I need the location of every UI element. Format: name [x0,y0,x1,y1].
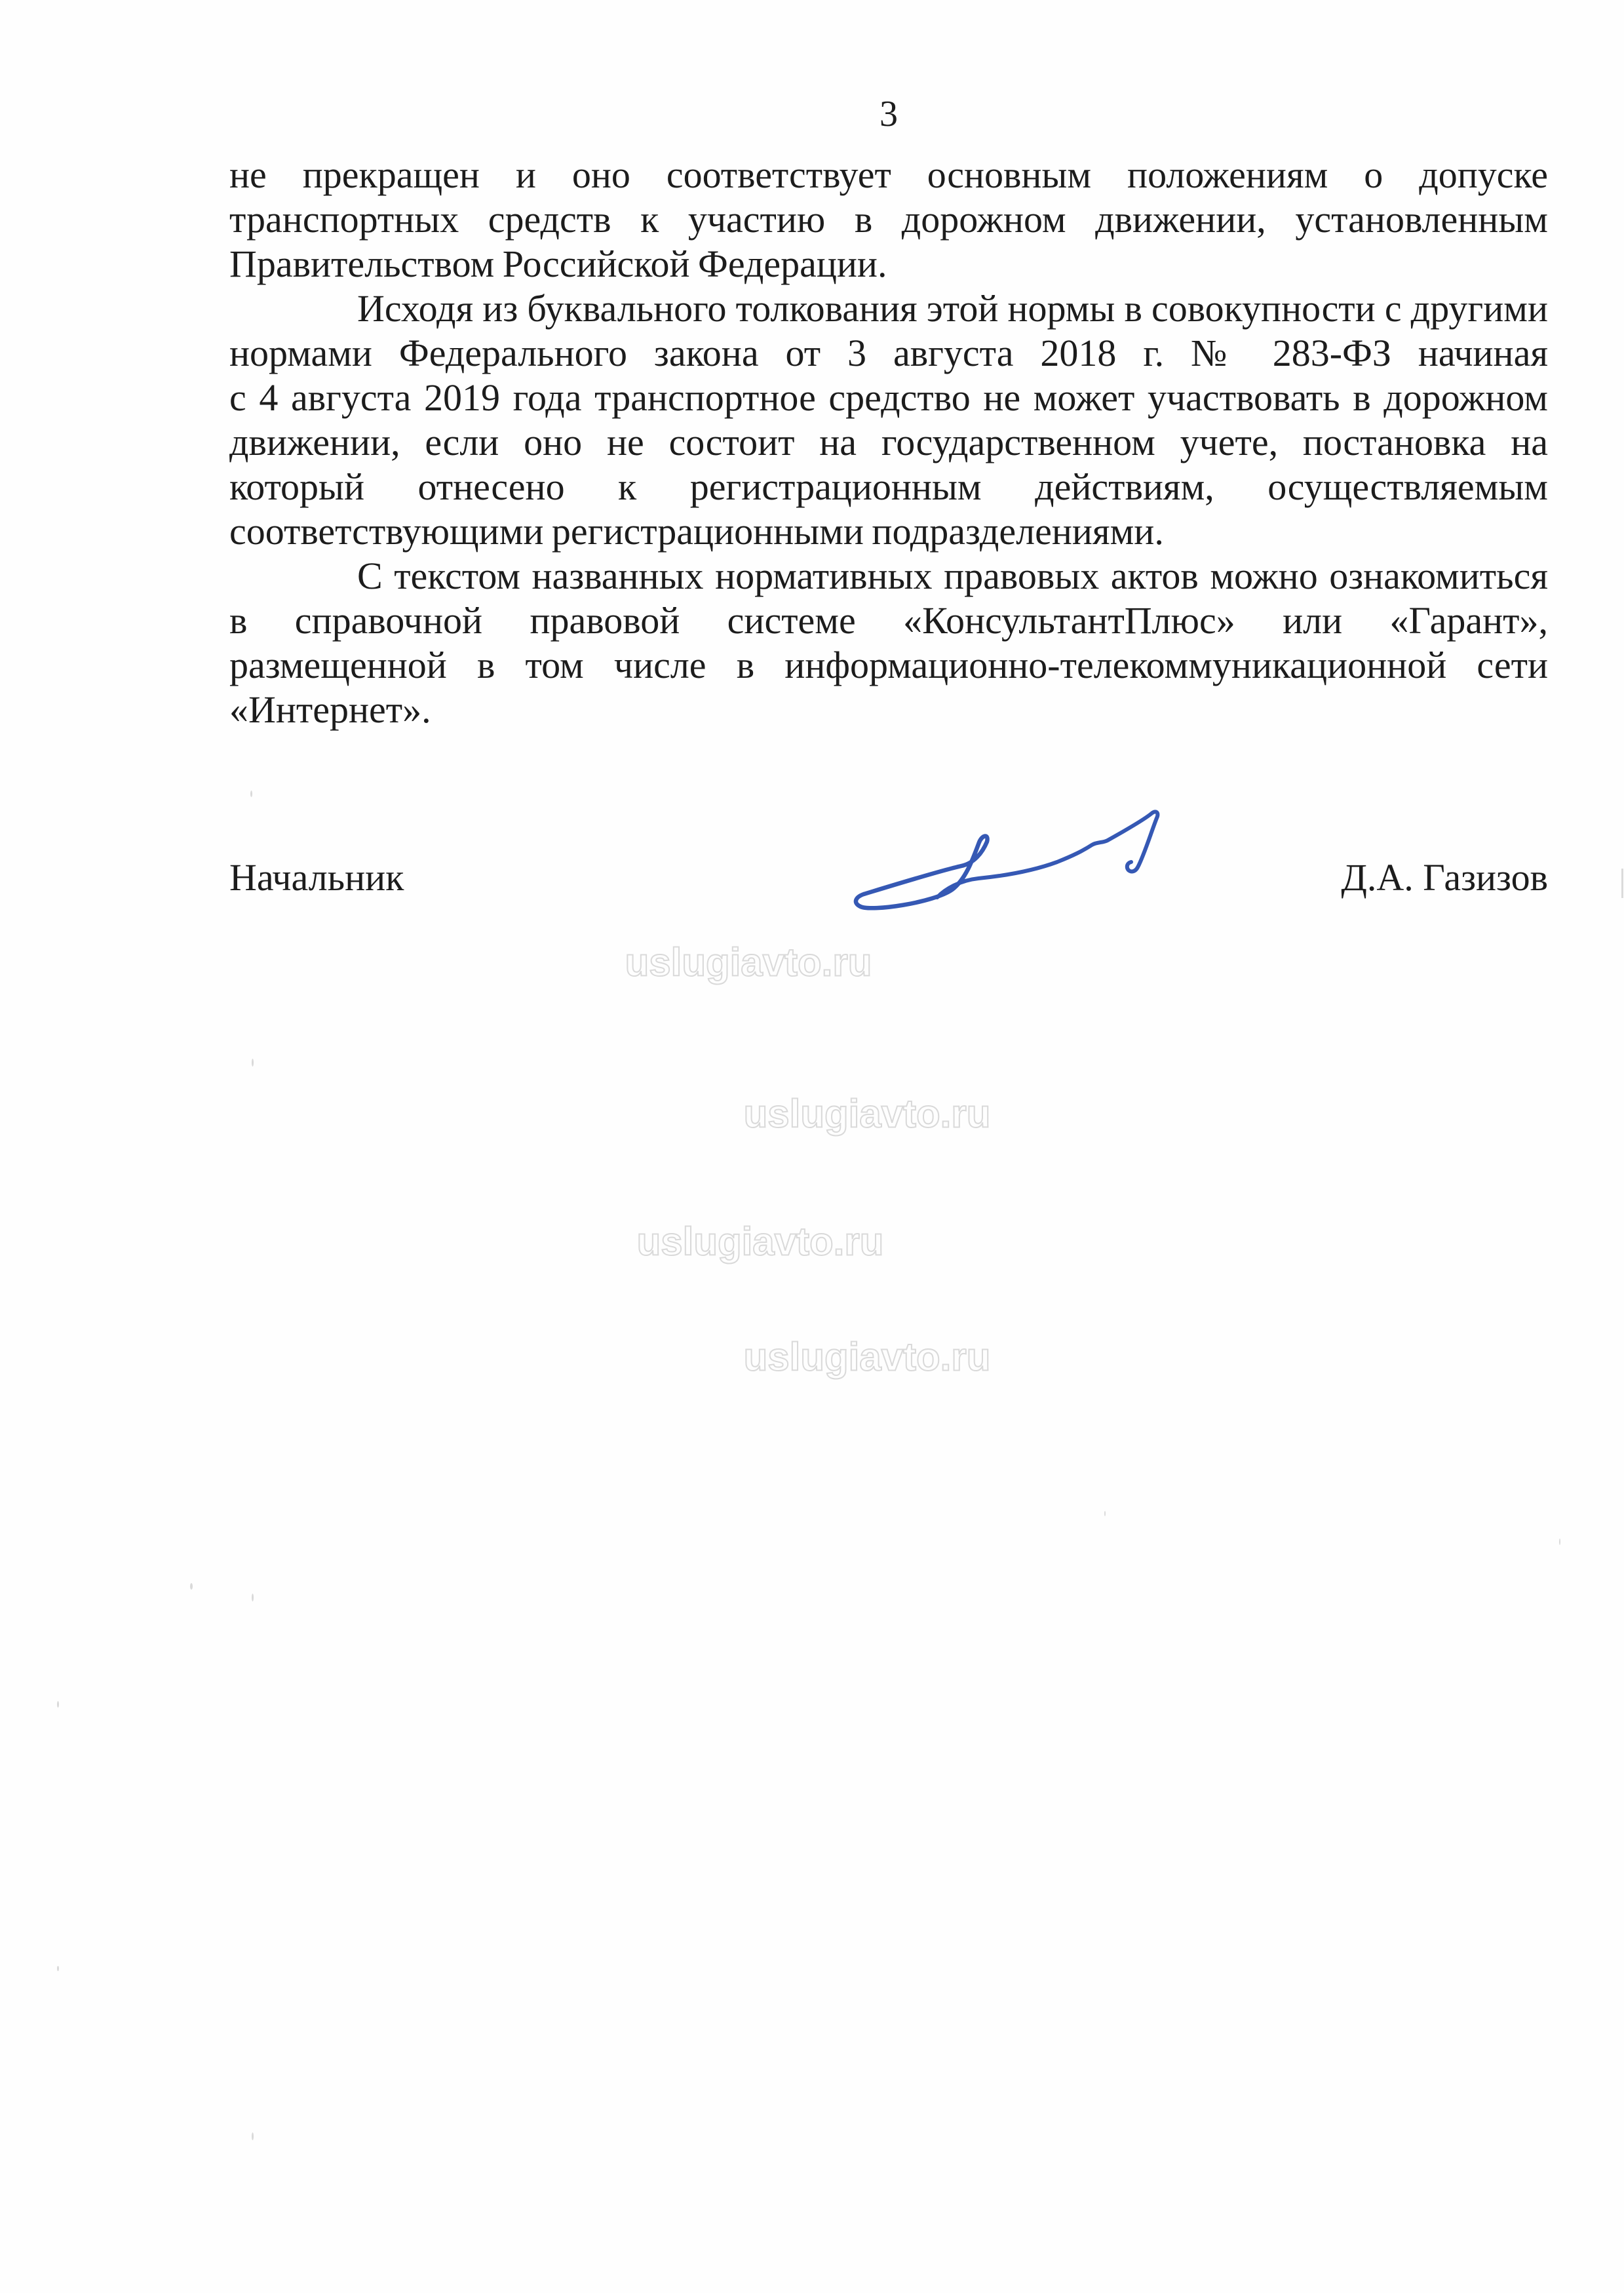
scan-speck [57,1966,59,1971]
scan-speck [252,1594,254,1601]
text-line: транспортных средств к участию в дорожном движении, установленным [229,198,1548,241]
document-body [229,153,1548,732]
paragraph [229,286,1548,554]
text-line: не прекращен и оно соответствует основным положениям о допуске [229,153,1548,196]
scan-speck [1104,1511,1106,1516]
signer-name: Д.А. Газизов [1341,856,1548,899]
page-number: 3 [880,94,898,134]
scan-speck [190,1583,193,1590]
scan-speck [1559,1538,1560,1545]
scan-speck [252,1059,254,1067]
scan-edge-artifact [1621,869,1623,898]
text-line: движении, если оно не состоит на государственном учете, постановка на [229,421,1548,463]
scan-speck [252,2132,254,2140]
watermark: uslugiavto.ru [625,940,872,985]
scan-speck [250,791,252,797]
paragraph [229,554,1548,732]
paragraph [229,153,1548,286]
text-line: «Интернет». [229,688,431,731]
signer-position-title: Начальник [229,856,404,899]
watermark: uslugiavto.ru [743,1335,991,1379]
text-line: в справочной правовой системе «КонсультантПлюс» или «Гарант», [229,599,1548,642]
signature-row [229,855,1548,900]
text-line: С текстом названных нормативных правовых актов можно ознакомиться [357,555,1548,597]
scan-speck [57,1701,59,1708]
watermark: uslugiavto.ru [636,1219,884,1264]
text-line: нормами Федерального закона от 3 августа 2018 г. № 283-ФЗ начиная [229,332,1548,374]
text-line: который отнесено к регистрационным действиям, осуществляемым [229,465,1548,508]
text-line: с 4 августа 2019 года транспортное средство не может участвовать в дорожном [229,376,1548,419]
text-line: размещенной в том числе в информационно-телекоммуникационной сети [229,644,1548,686]
text-line: Исходя из буквального толкования этой нормы в совокупности с другими [357,287,1548,330]
text-line: Правительством Российской Федерации. [229,243,887,285]
watermark: uslugiavto.ru [743,1091,991,1136]
text-line: соответствующими регистрационными подразделениями. [229,510,1164,553]
